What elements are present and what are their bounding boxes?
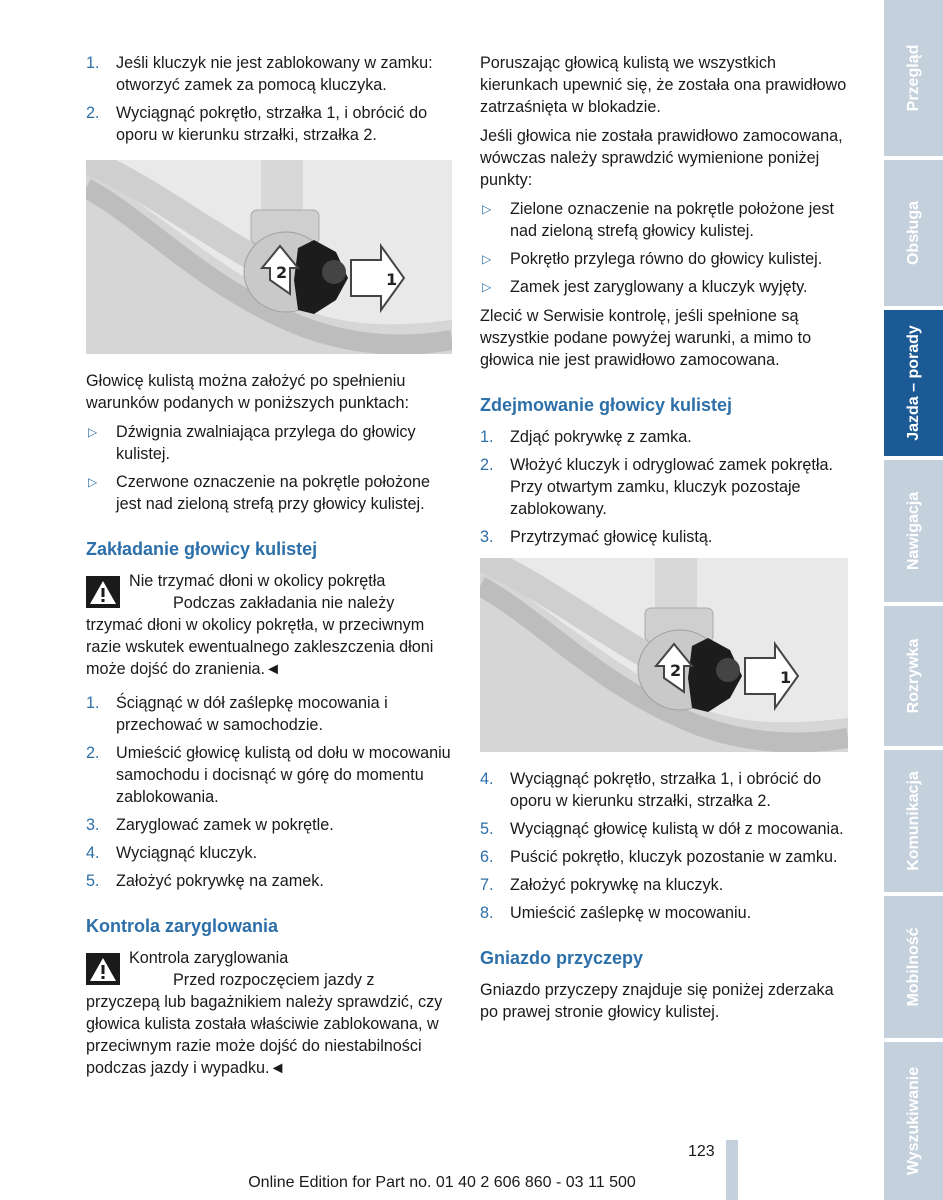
list-item <box>480 198 848 242</box>
check-text: Zielone oznaczenie na pokrętle położone jest nad zieloną strefą głowicy kulistej. <box>510 200 834 240</box>
list-item <box>480 526 848 548</box>
tab-obsluga[interactable] <box>884 160 943 306</box>
warning-block <box>86 570 452 680</box>
bullet-triangle-icon: ▷ <box>482 202 492 216</box>
tab-label: Jazda – porady <box>904 325 922 441</box>
tab-label: Nawigacja <box>904 491 922 571</box>
tow-ball-figure <box>480 558 848 752</box>
step-number: 1. <box>480 428 494 446</box>
step-text: Włożyć kluczyk i odryglować zamek pokrętła. Przy otwartym zamku, kluczyk pozostaje zablokowany. <box>510 456 833 518</box>
bullet-triangle-icon: ▷ <box>482 252 492 266</box>
section-heading-lock-check: Kontrola zaryglowania <box>86 916 279 936</box>
tow-ball-illustration <box>86 160 452 354</box>
step-text: Założyć pokrywkę na zamek. <box>116 872 324 890</box>
arrow-1-label: 1 <box>386 270 398 289</box>
list-item <box>480 768 848 812</box>
step-text: Jeśli kluczyk nie jest zablokowany w zamku: otworzyć zamek za pomocą kluczyka. <box>116 54 433 94</box>
paragraph: Zlecić w Serwisie kontrolę, jeśli spełnione są wszystkie podane powyżej warunki, a mimo to głowica nie jest prawidłowo zamocowana. <box>480 307 812 369</box>
tow-ball-figure <box>86 160 452 354</box>
step-number: 2. <box>86 744 100 762</box>
tab-mobilnosc[interactable] <box>884 896 943 1038</box>
check-text: Pokrętło przylega równo do głowicy kulistej. <box>510 250 823 268</box>
arrow-1-label: 1 <box>780 668 792 687</box>
tab-label: Rozrywka <box>904 638 922 714</box>
arrow-2-label: 2 <box>670 661 682 680</box>
warning-title: Kontrola zaryglowania <box>129 949 289 967</box>
step-text: Zdjąć pokrywkę z zamka. <box>510 428 692 446</box>
step-number: 5. <box>86 872 100 890</box>
list-item <box>86 421 452 465</box>
list-item <box>86 814 452 836</box>
intro-text: Głowicę kulistą można założyć po spełnieniu warunków podanych w poniższych punktach: <box>86 372 410 412</box>
condition-text: Czerwone oznaczenie na pokrętle położone jest nad zieloną strefą przy głowicy kulistej. <box>116 473 431 513</box>
condition-text: Dźwignia zwalniająca przylega do głowicy kulistej. <box>116 423 416 463</box>
step-text: Założyć pokrywkę na kluczyk. <box>510 876 724 894</box>
step-number: 1. <box>86 54 100 72</box>
list-item <box>86 52 452 96</box>
paragraph: Poruszając głowicą kulistą we wszystkich kierunkach upewnić się, że została ona prawidłowo zatrzaśnięta w blokadzie. <box>480 54 847 116</box>
mounting-steps <box>86 692 452 892</box>
step-number: 5. <box>480 820 494 838</box>
checks-list <box>480 198 848 298</box>
tab-label: Przegląd <box>904 44 922 112</box>
warning-body: Przed rozpoczęciem jazdy z przyczepą lub bagażnikiem należy sprawdzić, czy głowica kulista została właściwie zablokowana, w przeciwnym razie może dojść do niestabilności podczas jazdy i wypadku.◄ <box>86 971 443 1077</box>
step-number: 3. <box>86 816 100 834</box>
warning-title: Nie trzymać dłoni w okolicy pokrętła <box>129 572 386 590</box>
removal-steps-a <box>480 426 848 548</box>
tab-label: Wyszukiwanie <box>904 1066 922 1176</box>
warning-body: Podczas zakładania nie należy trzymać dłoni w okolicy pokrętła, w przeciwnym razie wskutek ewentualnego zakleszczenia dłoni może dojść do zranienia.◄ <box>86 594 434 678</box>
tab-nawigacja[interactable] <box>884 460 943 602</box>
step-text: Wyciągnąć pokrętło, strzałka 1, i obrócić do oporu w kierunku strzałki, strzałka 2. <box>510 770 822 810</box>
tab-rozrywka[interactable] <box>884 606 943 746</box>
section-heading-removal: Zdejmowanie głowicy kulistej <box>480 395 733 415</box>
step-number: 1. <box>86 694 100 712</box>
step-text: Zaryglować zamek w pokrętle. <box>116 816 334 834</box>
step-text: Umieścić głowicę kulistą od dołu w mocowaniu samochodu i docisnąć w górę do momentu zablokowania. <box>116 744 451 806</box>
list-item <box>480 818 848 840</box>
check-text: Zamek jest zaryglowany a kluczyk wyjęty. <box>510 278 808 296</box>
tab-komunikacja[interactable] <box>884 750 943 892</box>
tab-label: Komunikacja <box>904 771 922 871</box>
step-text: Wyciągnąć kluczyk. <box>116 844 258 862</box>
tab-label: Mobilność <box>904 927 922 1007</box>
section-heading-socket: Gniazdo przyczepy <box>480 948 644 968</box>
paragraph: Gniazdo przyczepy znajduje się poniżej zderzaka po prawej stronie głowicy kulistej. <box>480 981 834 1021</box>
step-text: Wyciągnąć pokrętło, strzałka 1, i obrócić do oporu w kierunku strzałki, strzałka 2. <box>116 104 428 144</box>
step-number: 2. <box>86 104 100 122</box>
bullet-triangle-icon: ▷ <box>482 280 492 294</box>
list-item <box>86 870 452 892</box>
tab-label: Obsługa <box>904 200 922 266</box>
section-heading-mounting: Zakładanie głowicy kulistej <box>86 539 318 559</box>
step-number: 4. <box>480 770 494 788</box>
list-item <box>86 742 452 808</box>
right-column <box>480 52 848 1030</box>
page-number: 123 <box>688 1143 715 1160</box>
warning-block <box>86 947 452 1079</box>
side-tabs <box>884 0 943 1200</box>
list-item <box>480 426 848 448</box>
step-number: 2. <box>480 456 494 474</box>
step-text: Ściągnąć w dół zaślepkę mocowania i przechować w samochodzie. <box>116 694 388 734</box>
step-text: Umieścić zaślepkę w mocowaniu. <box>510 904 752 922</box>
bullet-triangle-icon: ▷ <box>88 475 98 489</box>
tow-ball-illustration <box>480 558 848 752</box>
step-text: Puścić pokrętło, kluczyk pozostanie w zamku. <box>510 848 838 866</box>
list-item <box>480 846 848 868</box>
footer-edition: Online Edition for Part no. 01 40 2 606 860 - 03 11 500 <box>248 1174 636 1191</box>
list-item <box>480 276 848 298</box>
left-column <box>86 52 452 1087</box>
warning-icon <box>86 576 120 608</box>
warning-icon <box>86 953 120 985</box>
step-number: 3. <box>480 528 494 546</box>
list-item <box>480 902 848 924</box>
step-number: 4. <box>86 844 100 862</box>
list-item <box>86 471 452 515</box>
list-item <box>86 842 452 864</box>
tab-jazda-porady[interactable] <box>884 310 943 456</box>
step-number: 7. <box>480 876 494 894</box>
conditions-list <box>86 421 452 515</box>
mount-prep-steps <box>86 52 452 146</box>
tab-wyszukiwanie[interactable] <box>884 1042 943 1200</box>
paragraph: Jeśli głowica nie została prawidłowo zamocowana, wówczas należy sprawdzić wymienione poniżej punkty: <box>480 127 843 189</box>
list-item <box>86 692 452 736</box>
tab-przeglad[interactable] <box>884 0 943 156</box>
step-text: Wyciągnąć głowicę kulistą w dół z mocowania. <box>510 820 844 838</box>
list-item <box>480 248 848 270</box>
step-number: 8. <box>480 904 494 922</box>
list-item <box>86 102 452 146</box>
bullet-triangle-icon: ▷ <box>88 425 98 439</box>
list-item <box>480 454 848 520</box>
step-text: Przytrzymać głowicę kulistą. <box>510 528 713 546</box>
step-number: 6. <box>480 848 494 866</box>
list-item <box>480 874 848 896</box>
arrow-2-label: 2 <box>276 263 288 282</box>
removal-steps-b <box>480 768 848 924</box>
